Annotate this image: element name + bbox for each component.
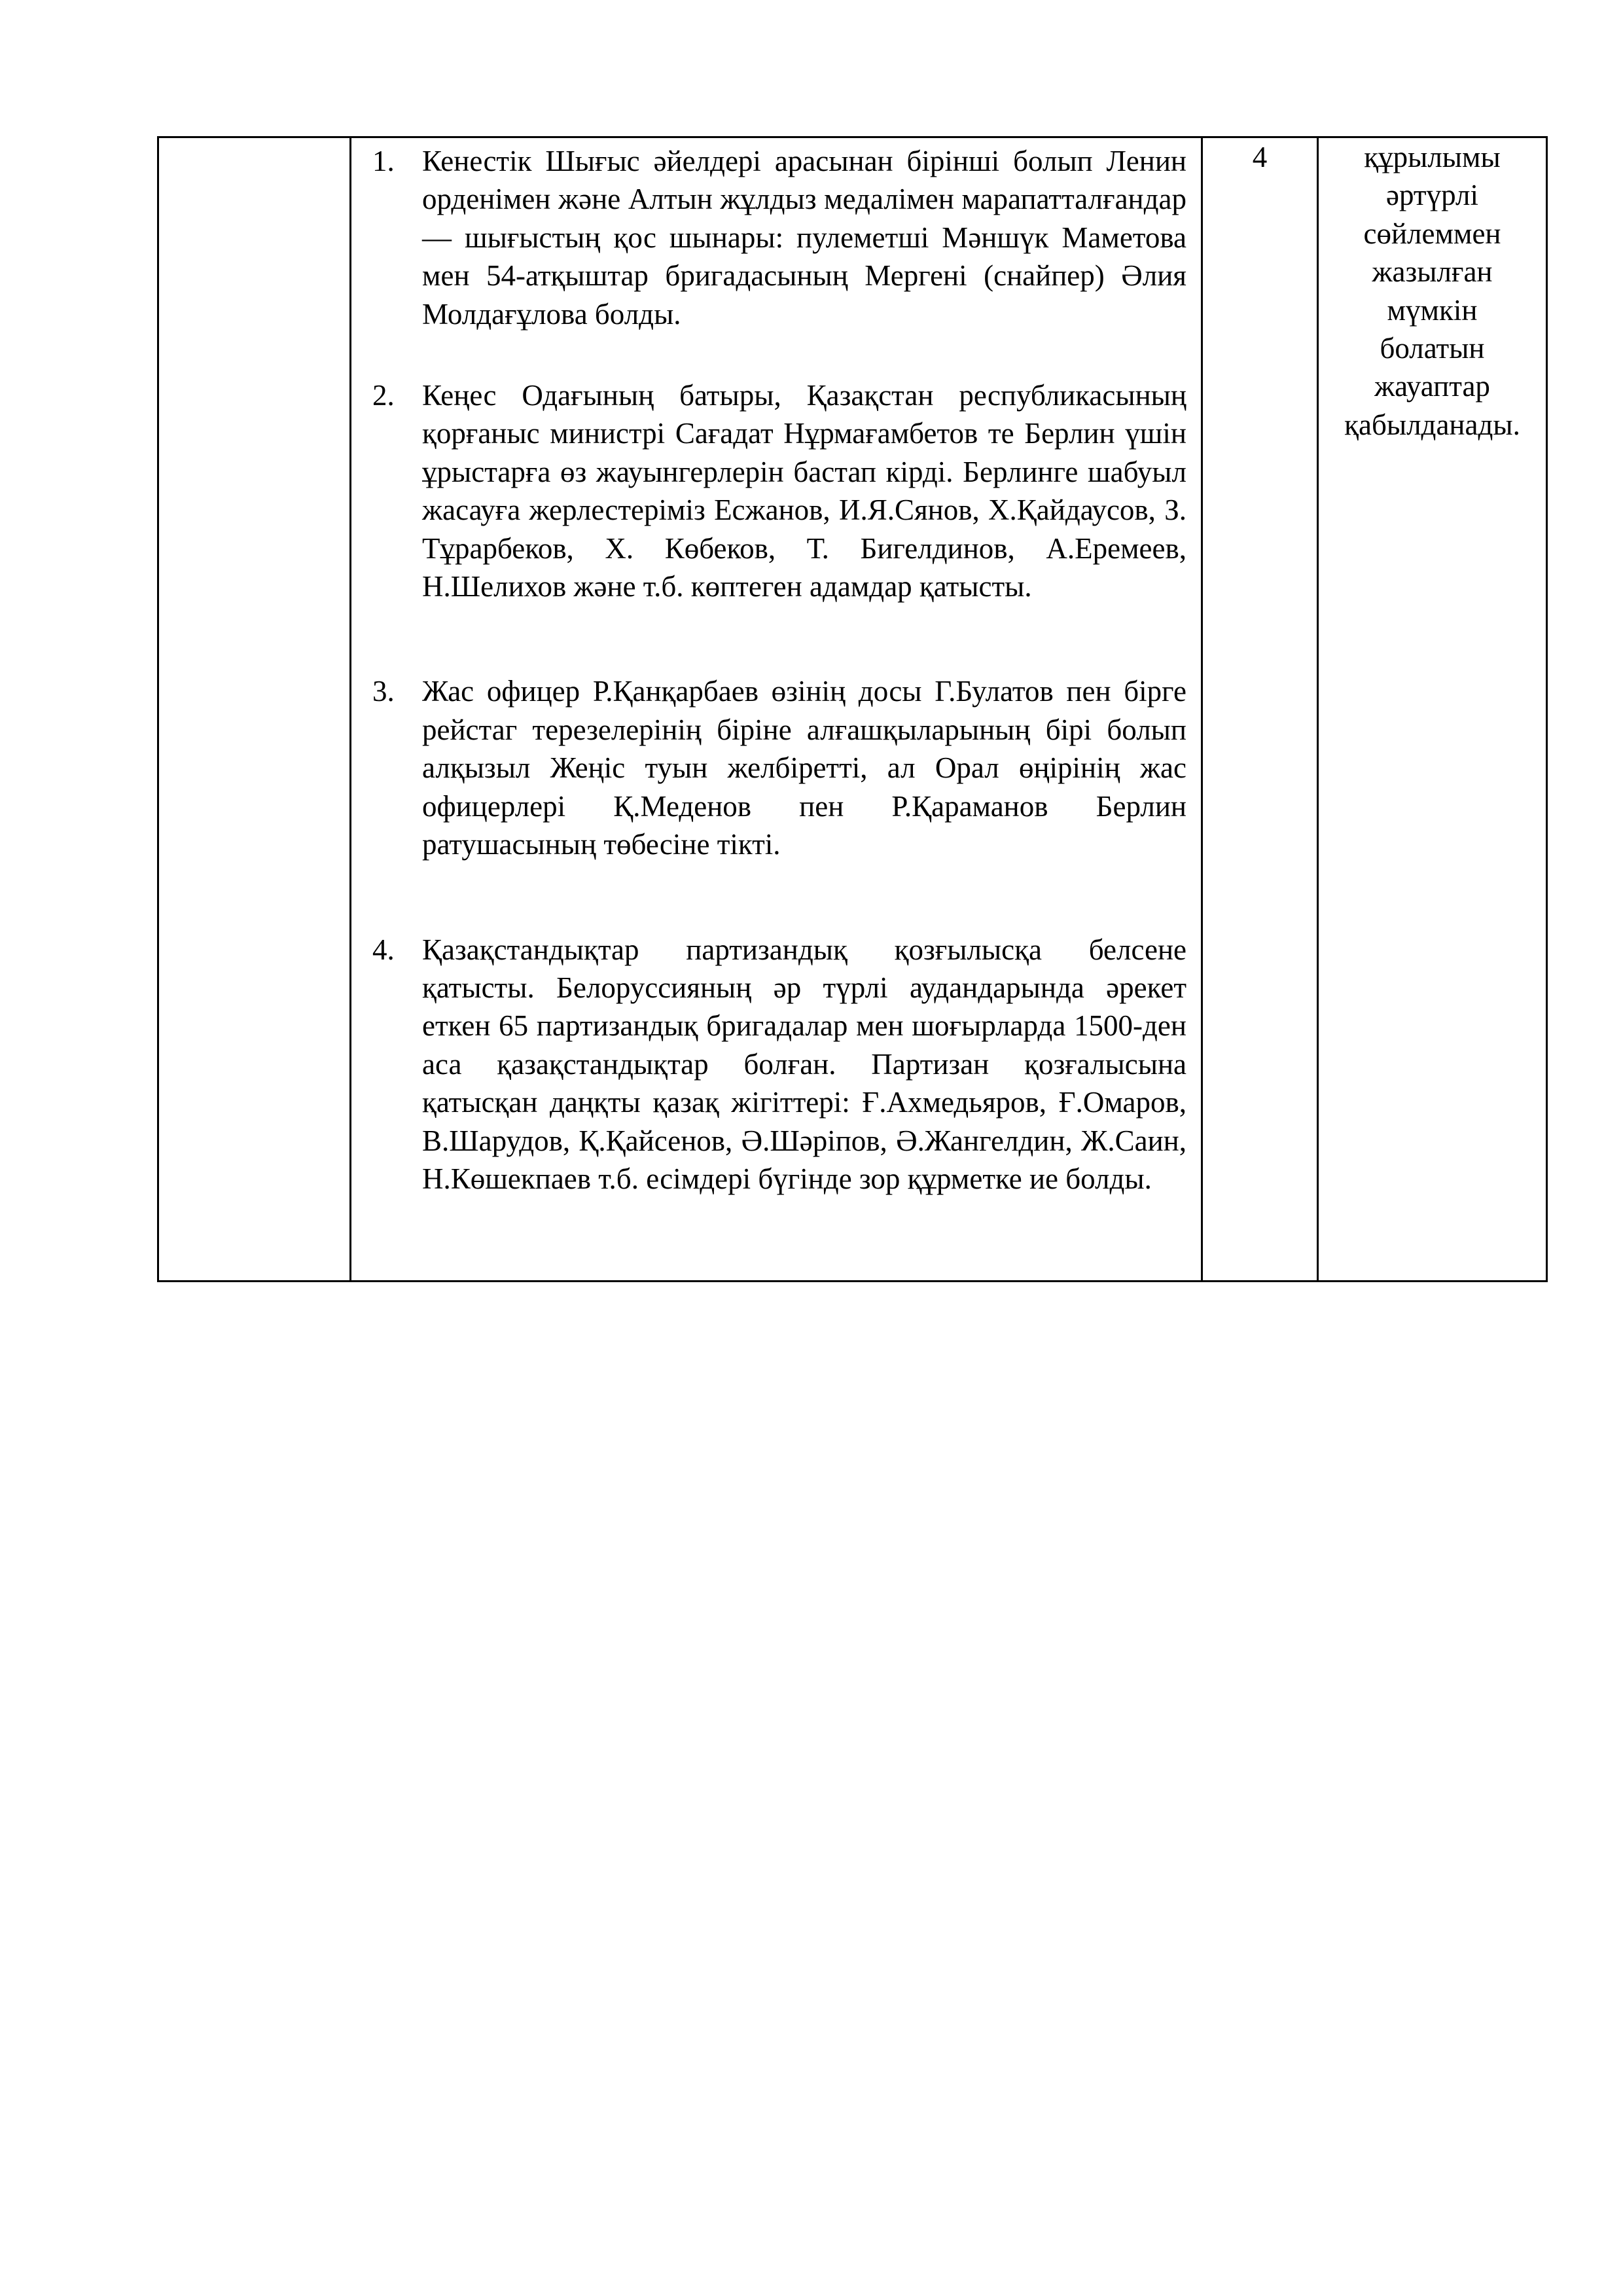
note-line: жазылған xyxy=(1372,255,1493,289)
note-line: болатын xyxy=(1380,332,1485,365)
note-line: мүмкін xyxy=(1387,293,1478,327)
note-line: сөйлеммен xyxy=(1363,217,1501,250)
item-text: Жас офицер Р.Қанқарбаев өзінің досы Г.Булатов пен бірге рейстаг терезелерінің біріне алғашқыларының бірі болып алқызыл Жеңіс туын желбіретті, ал Орал өңірінің жас офицерлері Қ.Меденов пен Р.Қараманов Берлин ратушасының төбесіне тікті. xyxy=(422,675,1186,861)
answer-table xyxy=(157,136,1548,1282)
item-number: 2. xyxy=(372,379,395,412)
table-row xyxy=(158,137,1547,1282)
note-line: жауаптар xyxy=(1374,370,1490,403)
item-number: 3. xyxy=(372,675,395,708)
empty-cell xyxy=(158,137,351,1282)
score-cell xyxy=(1202,137,1318,1282)
note-cell xyxy=(1318,137,1547,1282)
note-line: әртүрлі xyxy=(1386,179,1478,212)
item-text: Кенестік Шығыс әйелдері арасынан бірінші болып Ленин орденімен және Алтын жұлдыз медалімен марапатталғандар — шығыстың қос шынары: пулеметші Мәншүк Маметова мен 54-атқыштар бригадасының Мергені (снайпер) Әлия Молдағұлова болды. xyxy=(422,145,1186,331)
answers-cell xyxy=(351,137,1202,1282)
item-text: Қазақстандықтар партизандық қозғылысқа белсене қатысты. Белоруссияның әр түрлі аудандарында әрекет еткен 65 партизандық бригадалар мен шоғырларда 1500-ден аса қазақстандықтар болған. Партизан қозғалысына қатысқан даңқты қазақ жігіттері: Ғ.Ахмедьяров, Ғ.Омаров, В.Шарудов, Қ.Қайсенов, Ә.Шәріпов, Ә.Жангелдин, Ж.Саин, Н.Көшекпаев т.б. есімдері бүгінде зор құрметке ие болды. xyxy=(422,933,1186,1195)
score-value: 4 xyxy=(1252,141,1268,173)
item-number: 4. xyxy=(372,933,395,966)
list-item xyxy=(372,672,1186,863)
item-text: Кеңес Одағының батыры, Қазақстан республикасының қорғаныс министрі Сағадат Нұрмағамбетов те Берлин үшін ұрыстарға өз жауынгерлерін бастап кірді. Берлинге шабуыл жасауға жерлестеріміз Есжанов, И.Я.Сянов, Х.Қайдаусов, З. Тұрарбеков, Х. Көбеков, Т. Бигелдинов, А.Еремеев, Н.Шелихов және т.б. көптеген адамдар қатысты. xyxy=(422,379,1186,603)
list-item xyxy=(372,376,1186,605)
note-line: құрылымы xyxy=(1364,141,1501,173)
answers-list xyxy=(351,138,1201,1198)
list-item xyxy=(372,931,1186,1198)
item-number: 1. xyxy=(372,145,395,177)
note-line: қабылданады. xyxy=(1344,408,1520,441)
list-item xyxy=(372,142,1186,333)
